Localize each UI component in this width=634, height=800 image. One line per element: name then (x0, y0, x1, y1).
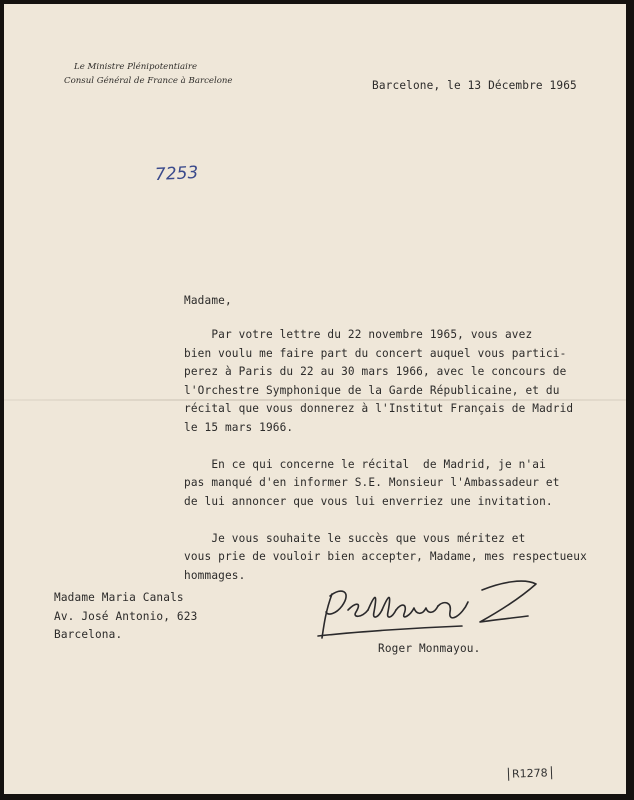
archive-reference: R1278 (508, 766, 552, 781)
letter-date: Barcelone, le 13 Décembre 1965 (372, 79, 577, 92)
body-line: vous prie de vouloir bien accepter, Madame, mes respectueux (184, 550, 587, 563)
letterhead-office: Consul Général de France à Barcelone (64, 76, 233, 86)
body-line: de lui annoncer que vous lui enverriez une invitation. (184, 494, 553, 508)
body-line: Par votre lettre du 22 novembre 1965, vous avez (184, 328, 533, 341)
recipient-address (54, 589, 197, 645)
body-line: bien voulu me faire part du concert auquel vous partici- (184, 346, 567, 360)
greeting: Madame, (184, 294, 232, 307)
recipient-name: Madame Maria Canals (54, 591, 184, 604)
recipient-street: Av. José Antonio, 623 (54, 609, 198, 623)
body-line: le 15 mars 1966. (184, 420, 294, 434)
body-line: Je vous souhaite le succès que vous méritez et (184, 531, 526, 545)
body-line: récital que vous donnerez à l'Institut Français de Madrid (184, 402, 574, 415)
body-line: l'Orchestre Symphonique de la Garde Républicaine, et du (184, 383, 560, 397)
body-line: hommages. (184, 568, 246, 582)
letterhead-title: Le Ministre Plénipotentiaire (74, 62, 198, 72)
body-line: En ce qui concerne le récital de Madrid, je n'ai (184, 457, 546, 471)
letter-body (184, 326, 587, 585)
handwritten-number: 7253 (154, 162, 199, 186)
recipient-city: Barcelona. (54, 628, 123, 641)
body-line: pas manqué d'en informer S.E. Monsieur l'Ambassadeur et (184, 476, 560, 489)
body-line: perez à Paris du 22 au 30 mars 1966, avec le concours de (184, 365, 567, 378)
signer-name: Roger Monmayou. (378, 642, 481, 655)
handwritten-signature (312, 572, 552, 648)
letter-sheet (4, 4, 626, 794)
letterhead (64, 60, 233, 88)
